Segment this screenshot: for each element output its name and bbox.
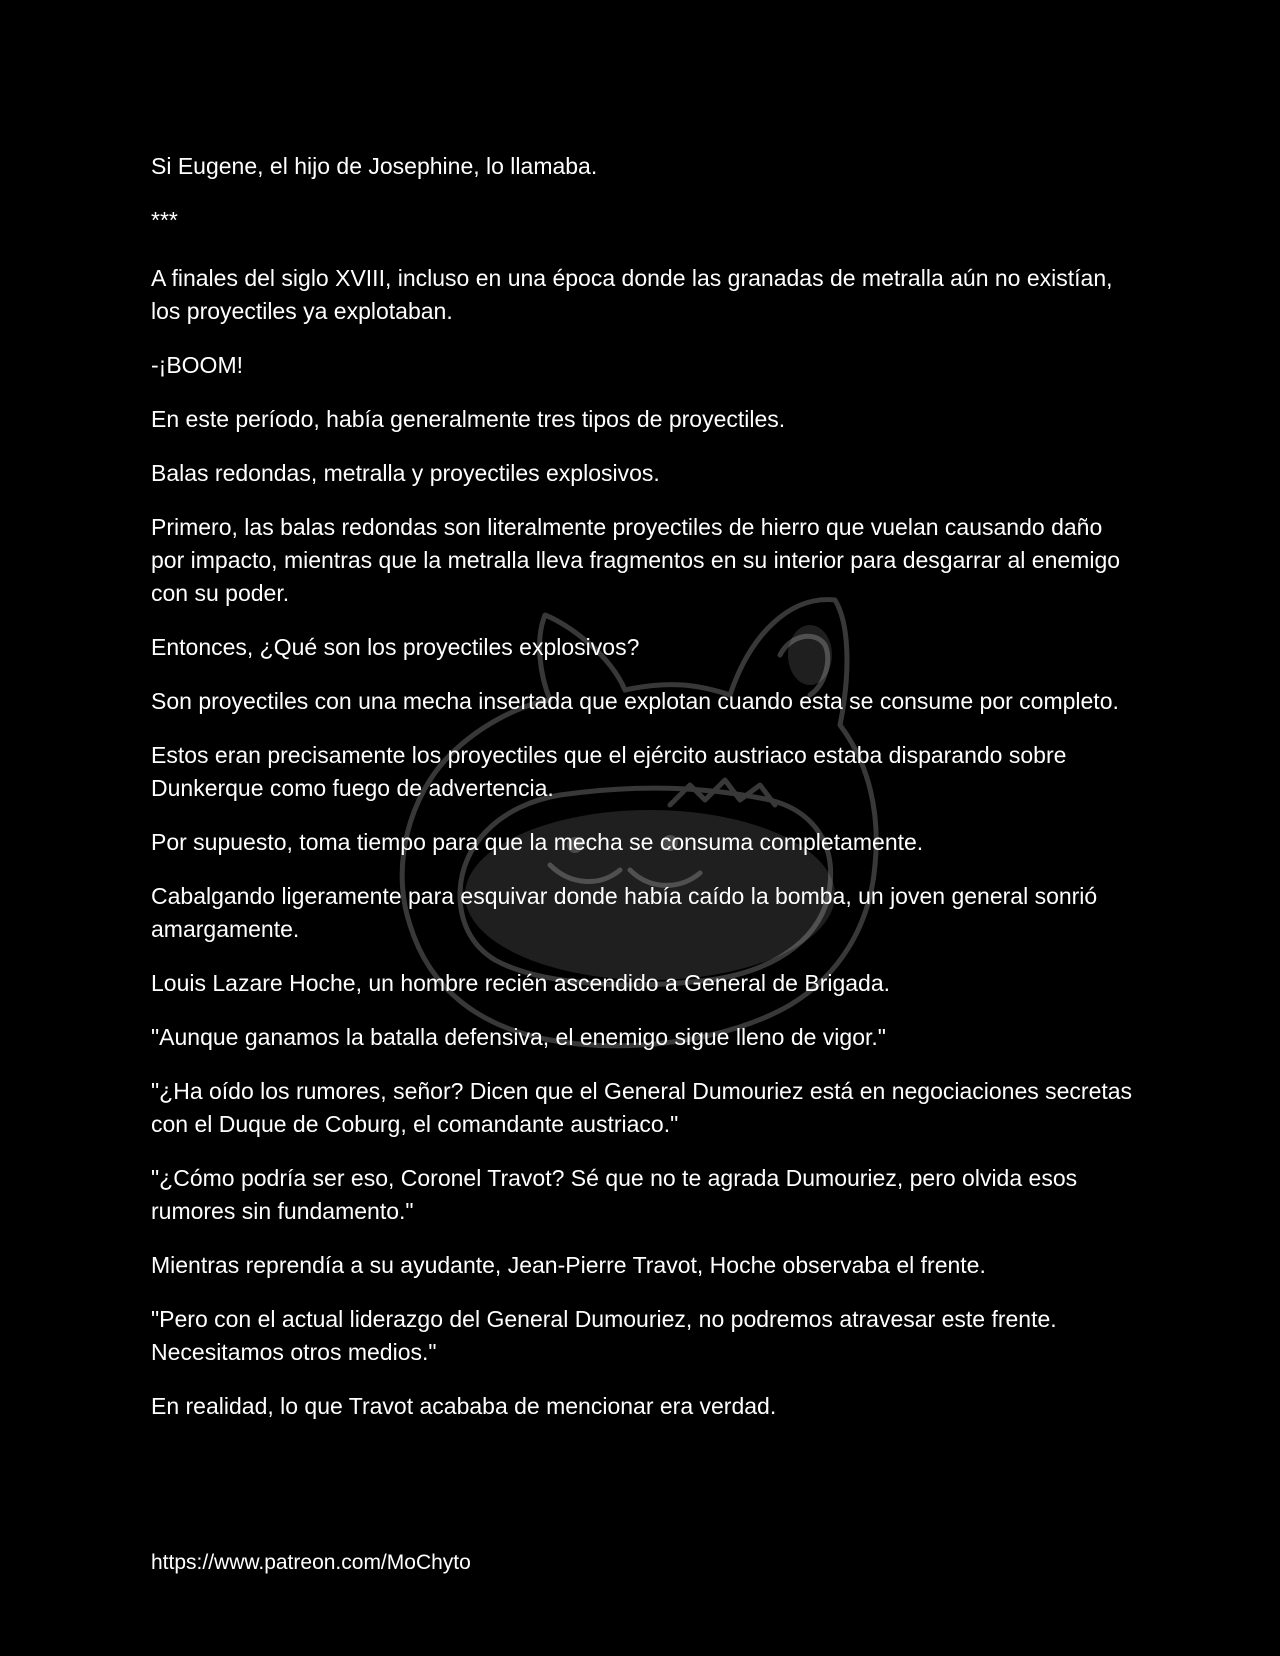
paragraph: Estos eran precisamente los proyectiles que el ejército austriaco estaba disparando sobre Dunkerque como fuego de advertencia. <box>151 742 1067 801</box>
paragraph: Entonces, ¿Qué son los proyectiles explosivos? <box>151 634 640 660</box>
paragraph: Si Eugene, el hijo de Josephine, lo llamaba. <box>151 153 598 179</box>
paragraph: Louis Lazare Hoche, un hombre recién ascendido a General de Brigada. <box>151 970 891 996</box>
chapter-text <box>151 150 1136 1444</box>
paragraph: Balas redondas, metralla y proyectiles explosivos. <box>151 460 660 486</box>
scene-separator: *** <box>151 207 178 233</box>
paragraph: "Pero con el actual liderazgo del General Dumouriez, no podremos atravesar este frente. Necesitamos otros medios." <box>151 1306 1057 1365</box>
paragraph: Mientras reprendía a su ayudante, Jean-Pierre Travot, Hoche observaba el frente. <box>151 1252 986 1278</box>
paragraph: "¿Cómo podría ser eso, Coronel Travot? Sé que no te agrada Dumouriez, pero olvida esos rumores sin fundamento." <box>151 1165 1078 1224</box>
paragraph: Cabalgando ligeramente para esquivar donde había caído la bomba, un joven general sonrió amargamente. <box>151 883 1098 942</box>
paragraph: "Aunque ganamos la batalla defensiva, el enemigo sigue lleno de vigor." <box>151 1024 886 1050</box>
paragraph: Primero, las balas redondas son literalmente proyectiles de hierro que vuelan causando daño por impacto, mientras que la metralla lleva fragmentos en su interior para desgarrar al enemigo con su poder. <box>151 514 1121 606</box>
paragraph: A finales del siglo XVIII, incluso en una época donde las granadas de metralla aún no existían, los proyectiles ya explotaban. <box>151 265 1113 324</box>
paragraph: Por supuesto, toma tiempo para que la mecha se consuma completamente. <box>151 829 924 855</box>
paragraph: En realidad, lo que Travot acababa de mencionar era verdad. <box>151 1393 777 1419</box>
paragraph: -¡BOOM! <box>151 352 243 378</box>
paragraph: "¿Ha oído los rumores, señor? Dicen que el General Dumouriez está en negociaciones secretas con el Duque de Coburg, el comandante austriaco." <box>151 1078 1133 1137</box>
paragraph: Son proyectiles con una mecha insertada que explotan cuando esta se consume por completo. <box>151 688 1119 714</box>
paragraph: En este período, había generalmente tres tipos de proyectiles. <box>151 406 786 432</box>
patreon-link[interactable]: https://www.patreon.com/MoChyto <box>151 1551 471 1574</box>
